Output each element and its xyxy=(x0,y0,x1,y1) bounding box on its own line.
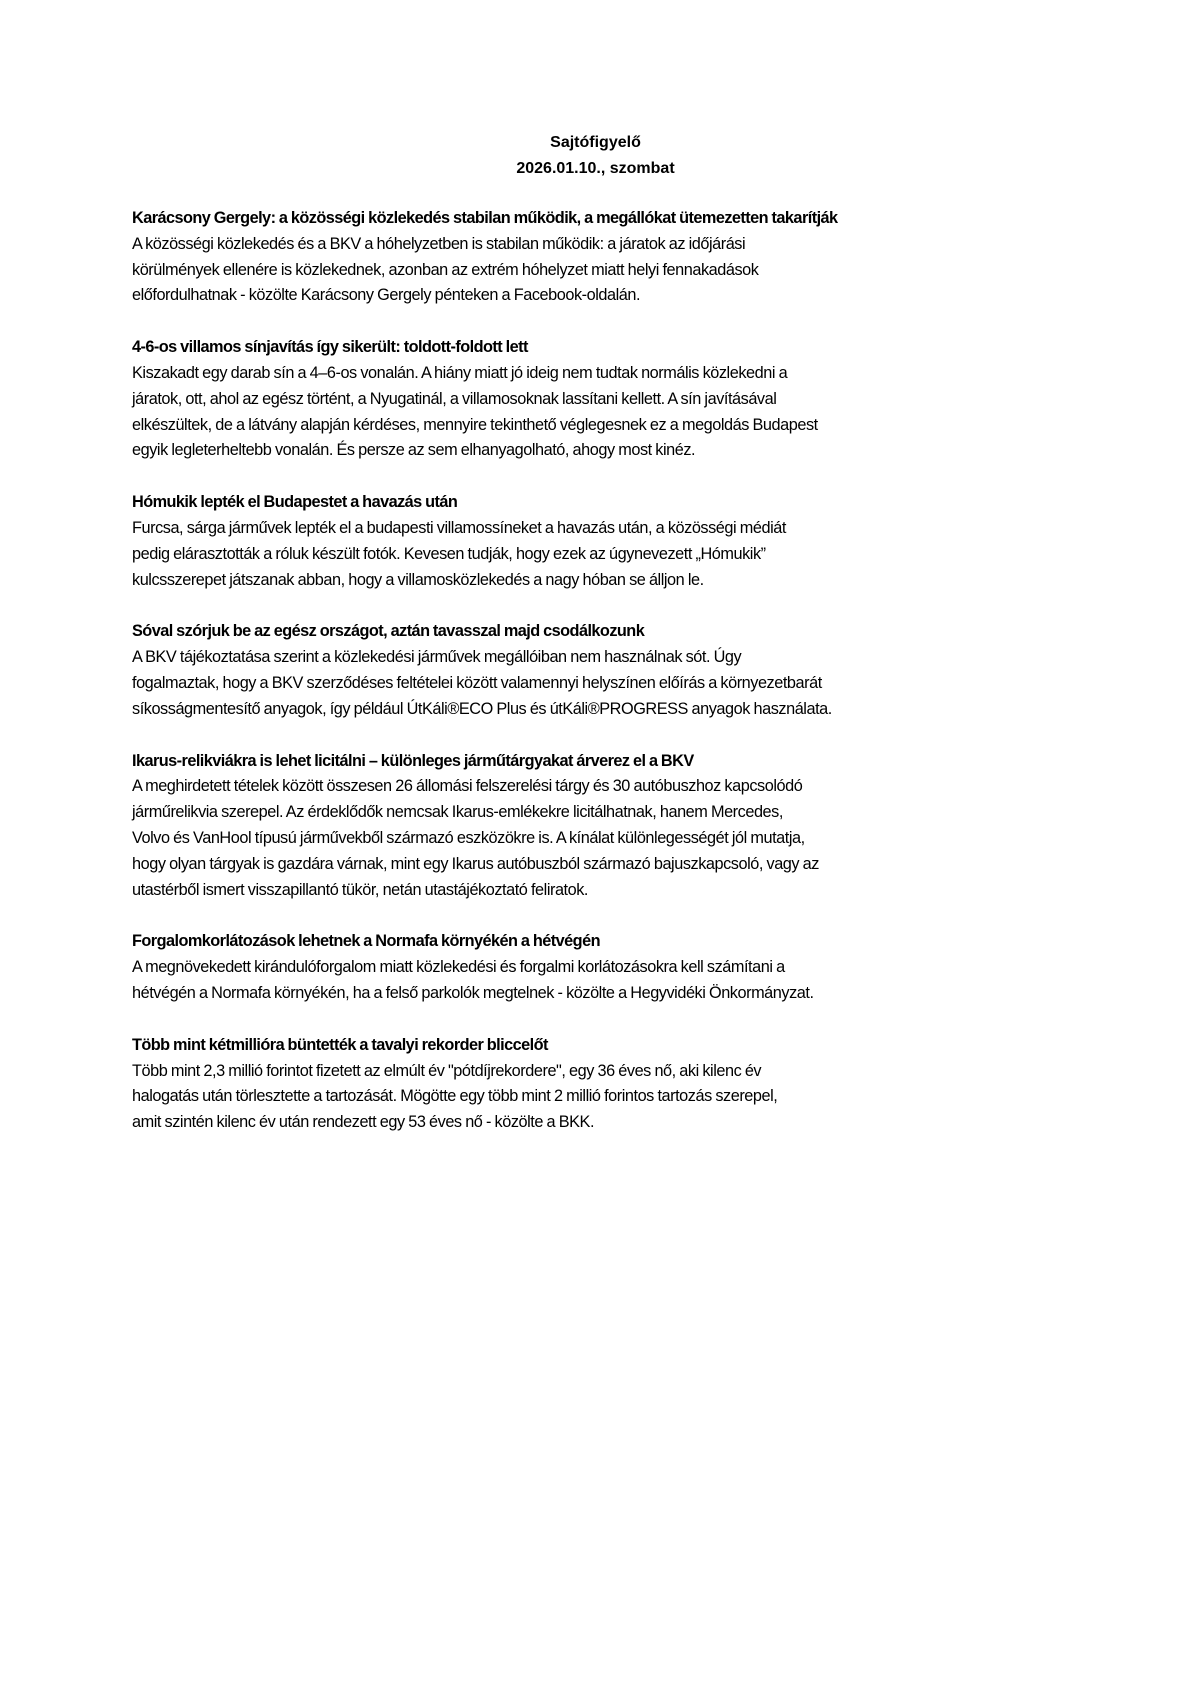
article-body-line: Volvo és VanHool típusú járművekből származó eszközökre is. A kínálat különlegességét jól mutatja, xyxy=(132,828,805,847)
article-heading: Forgalomkorlátozások lehetnek a Normafa környékén a hétvégén xyxy=(132,932,600,951)
article-body-line: hétvégén a Normafa környékén, ha a felső parkolók megtelnek - közölte a Hegyvidéki Önkormányzat. xyxy=(132,983,814,1002)
article-body-line: A megnövekedett kirándulóforgalom miatt közlekedési és forgalmi korlátozásokra kell számítani a xyxy=(132,958,785,977)
article-heading: Hómukik lepték el Budapestet a havazás után xyxy=(132,493,458,512)
article-list xyxy=(132,206,992,1162)
article-body-line: amit szintén kilenc év után rendezett egy 53 éves nő - közölte a BKK. xyxy=(132,1113,595,1132)
news-article xyxy=(132,749,992,904)
article-heading: Ikarus-relikviákra is lehet licitálni – különleges járműtárgyakat árverez el a BKV xyxy=(132,751,694,770)
news-article xyxy=(132,1033,992,1136)
article-body-line: fogalmaztak, hogy a BKV szerződéses feltételei között valamennyi helyszínen előírás a környezetbarát xyxy=(132,673,822,692)
article-body-line: A meghirdetett tételek között összesen 26 állomási felszerelési tárgy és 30 autóbuszhoz kapcsolódó xyxy=(132,777,803,796)
article-body-line: pedig elárasztották a róluk készült fotók. Kevesen tudják, hogy ezek az úgynevezett „Hómukik” xyxy=(132,544,766,563)
article-heading: Több mint kétmillióra büntették a tavalyi rekorder bliccelőt xyxy=(132,1035,548,1054)
document-date: 2026.01.10., szombat xyxy=(516,160,675,177)
article-body-line: járműrelikvia szerepel. Az érdeklődők nemcsak Ikarus-emlékekre licitálhatnak, hanem Mercedes, xyxy=(132,803,783,822)
article-body-line: Kiszakadt egy darab sín a 4–6-os vonalán. A hiány miatt jó ideig nem tudtak normális közlekedni a xyxy=(132,363,788,382)
article-heading: Sóval szórjuk be az egész országot, aztán tavasszal majd csodálkozunk xyxy=(132,622,645,641)
article-body-line: járatok, ott, ahol az egész történt, a Nyugatinál, a villamosoknak lassítani kellett. A sín javításával xyxy=(132,389,777,408)
article-body-line: kulcsszerepet játszanak abban, hogy a villamosközlekedés a nagy hóban se álljon le. xyxy=(132,570,704,589)
news-article xyxy=(132,490,992,593)
article-body-line: A BKV tájékoztatása szerint a közlekedési járművek megállóiban nem használnak sót. Úgy xyxy=(132,648,742,667)
article-heading: Karácsony Gergely: a közösségi közlekedés stabilan működik, a megállókat ütemezetten takarítják xyxy=(132,209,838,227)
news-article xyxy=(132,619,992,722)
article-body-line: körülmények ellenére is közlekednek, azonban az extrém hóhelyzet miatt helyi fennakadások xyxy=(132,260,759,279)
news-article xyxy=(132,335,992,464)
news-article xyxy=(132,929,992,1006)
news-article xyxy=(132,206,992,309)
article-body-line: előfordulhatnak - közölte Karácsony Gergely pénteken a Facebook-oldalán. xyxy=(132,286,641,305)
article-heading: 4-6-os villamos sínjavítás így sikerült: toldott-foldott lett xyxy=(132,338,528,357)
article-body-line: elkészültek, de a látvány alapján kérdéses, mennyire tekinthető véglegesnek ez a megoldás Budapest xyxy=(132,415,818,434)
article-body-line: Furcsa, sárga járművek lepték el a budapesti villamossíneket a havazás után, a közösségi médiát xyxy=(132,518,786,537)
article-body-line: utastérből ismert visszapillantó tükör, netán utastájékoztató feliratok. xyxy=(132,880,589,899)
article-body-line: egyik legleterheltebb vonalán. És persze az sem elhanyagolható, ahogy most kinéz. xyxy=(132,441,696,460)
article-body-line: A közösségi közlekedés és a BKV a hóhelyzetben is stabilan működik: a járatok az időjárási xyxy=(132,234,746,253)
article-body-line: hogy olyan tárgyak is gazdára várnak, mint egy Ikarus autóbuszból származó bajuszkapcsoló, vagy az xyxy=(132,854,819,873)
document-title: Sajtófigyelő xyxy=(550,134,641,151)
article-body-line: Több mint 2,3 millió forintot fizetett az elmúlt év "pótdíjrekordere", egy 36 éves nő, aki kilenc év xyxy=(132,1061,762,1080)
article-body-line: síkosságmentesítő anyagok, így például ÚtKáli®ECO Plus és útKáli®PROGRESS anyagok használata. xyxy=(132,699,832,718)
article-body-line: halogatás után törlesztette a tartozását. Mögötte egy több mint 2 millió forintos tartozás szerepel, xyxy=(132,1087,778,1106)
